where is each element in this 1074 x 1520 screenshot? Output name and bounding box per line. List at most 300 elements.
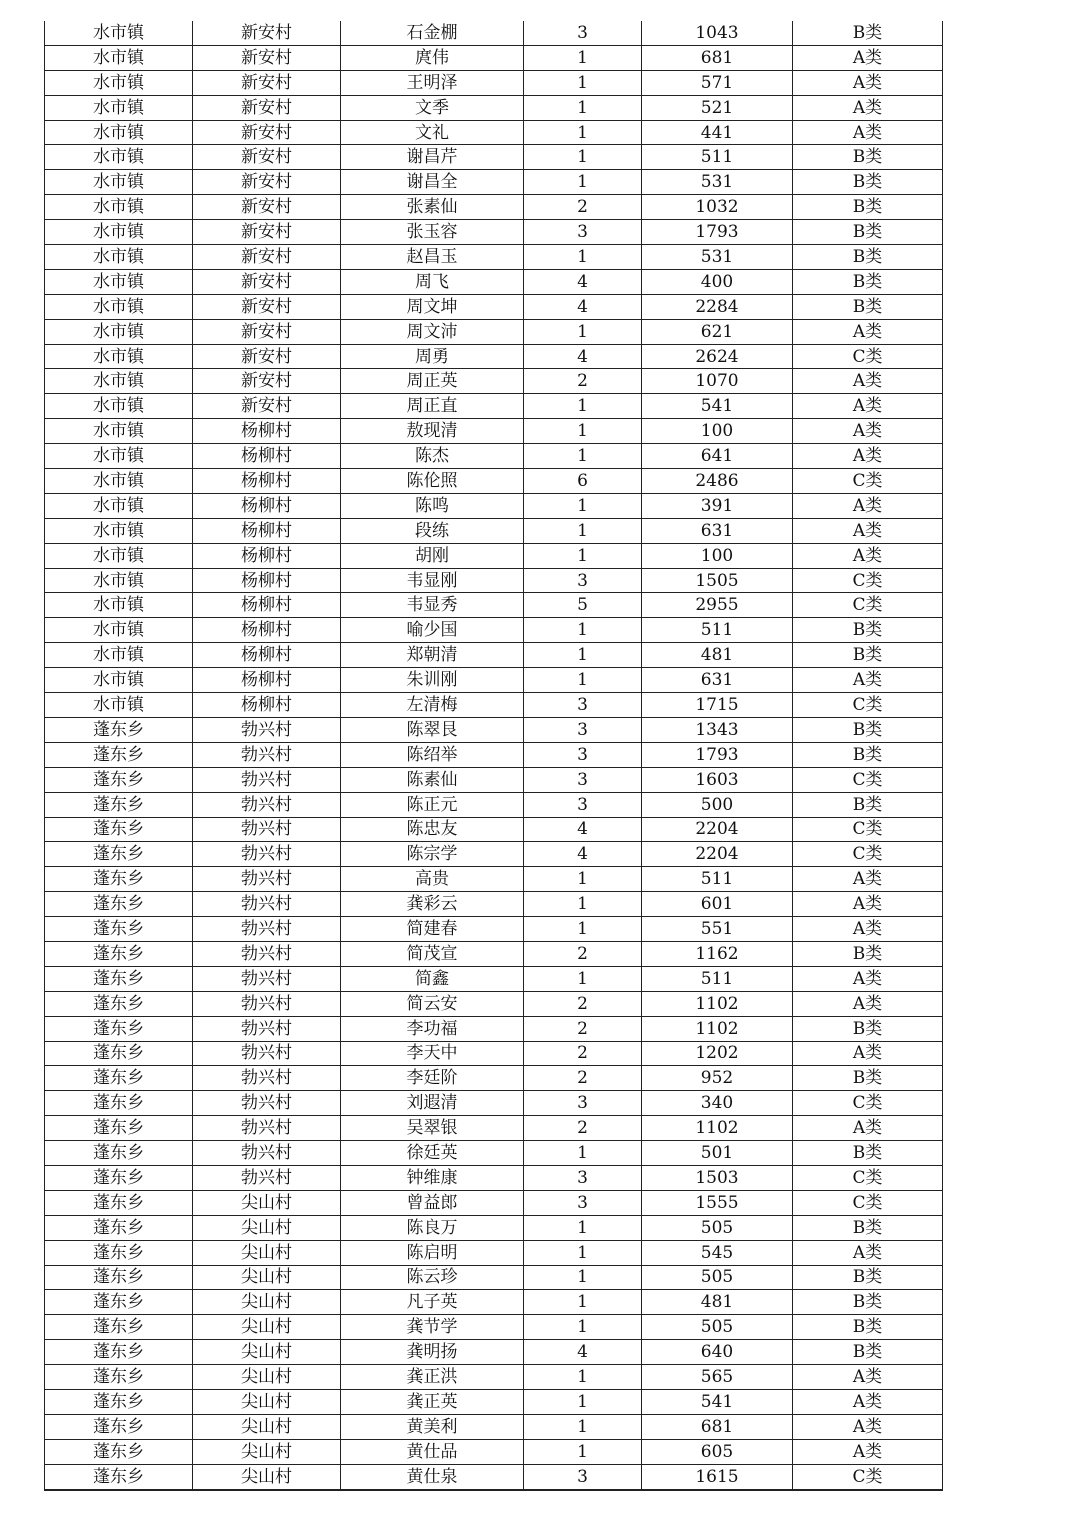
household-size-cell: 2 — [524, 195, 642, 220]
category-cell: B类 — [793, 1141, 943, 1166]
category-cell: A类 — [793, 70, 943, 95]
amount-cell: 2284 — [642, 294, 793, 319]
township-cell: 水市镇 — [45, 120, 193, 145]
table-row — [45, 394, 943, 419]
household-size-cell: 4 — [524, 344, 642, 369]
township-cell: 水市镇 — [45, 95, 193, 120]
category-cell: C类 — [793, 767, 943, 792]
category-cell: B类 — [793, 1016, 943, 1041]
category-cell: B类 — [793, 294, 943, 319]
amount-cell: 1070 — [642, 369, 793, 394]
table-row — [45, 1414, 943, 1439]
village-cell: 勃兴村 — [193, 767, 341, 792]
category-cell: B类 — [793, 941, 943, 966]
village-cell: 新安村 — [193, 319, 341, 344]
village-cell: 杨柳村 — [193, 668, 341, 693]
table-row — [45, 1116, 943, 1141]
amount-cell: 511 — [642, 618, 793, 643]
table-row — [45, 1439, 943, 1464]
township-cell: 水市镇 — [45, 170, 193, 195]
amount-cell: 501 — [642, 1141, 793, 1166]
category-cell: B类 — [793, 1340, 943, 1365]
household-size-cell: 1 — [524, 170, 642, 195]
table-row — [45, 941, 943, 966]
name-cell: 龚节学 — [341, 1315, 524, 1340]
name-cell: 黄仕品 — [341, 1439, 524, 1464]
name-cell: 陈素仙 — [341, 767, 524, 792]
township-cell: 水市镇 — [45, 493, 193, 518]
category-cell: A类 — [793, 1414, 943, 1439]
amount-cell: 1555 — [642, 1190, 793, 1215]
village-cell: 勃兴村 — [193, 1116, 341, 1141]
amount-cell: 952 — [642, 1066, 793, 1091]
amount-cell: 551 — [642, 917, 793, 942]
township-cell: 水市镇 — [45, 145, 193, 170]
category-cell: B类 — [793, 1265, 943, 1290]
township-cell: 蓬东乡 — [45, 1240, 193, 1265]
category-cell: C类 — [793, 568, 943, 593]
name-cell: 张素仙 — [341, 195, 524, 220]
table-row — [45, 1240, 943, 1265]
name-cell: 周文沛 — [341, 319, 524, 344]
table-row — [45, 892, 943, 917]
category-cell: A类 — [793, 518, 943, 543]
category-cell: A类 — [793, 419, 943, 444]
name-cell: 陈伦照 — [341, 469, 524, 494]
household-size-cell: 3 — [524, 693, 642, 718]
table-row — [45, 518, 943, 543]
category-cell: B类 — [793, 1066, 943, 1091]
township-cell: 水市镇 — [45, 220, 193, 245]
household-size-cell: 1 — [524, 1439, 642, 1464]
household-size-cell: 3 — [524, 717, 642, 742]
amount-cell: 1102 — [642, 1116, 793, 1141]
category-cell: C类 — [793, 842, 943, 867]
category-cell: A类 — [793, 95, 943, 120]
category-cell: A类 — [793, 394, 943, 419]
village-cell: 尖山村 — [193, 1215, 341, 1240]
amount-cell: 521 — [642, 95, 793, 120]
table-row — [45, 419, 943, 444]
household-size-cell: 1 — [524, 543, 642, 568]
household-size-cell: 1 — [524, 1240, 642, 1265]
amount-cell: 481 — [642, 643, 793, 668]
amount-cell: 1043 — [642, 21, 793, 45]
category-cell: C类 — [793, 1165, 943, 1190]
household-size-cell: 6 — [524, 469, 642, 494]
name-cell: 文礼 — [341, 120, 524, 145]
household-size-cell: 2 — [524, 1066, 642, 1091]
township-cell: 蓬东乡 — [45, 1041, 193, 1066]
table-row — [45, 817, 943, 842]
category-cell: B类 — [793, 269, 943, 294]
category-cell: A类 — [793, 319, 943, 344]
name-cell: 庹伟 — [341, 45, 524, 70]
name-cell: 周勇 — [341, 344, 524, 369]
household-size-cell: 1 — [524, 120, 642, 145]
township-cell: 蓬东乡 — [45, 842, 193, 867]
village-cell: 勃兴村 — [193, 1066, 341, 1091]
village-cell: 勃兴村 — [193, 792, 341, 817]
village-cell: 杨柳村 — [193, 493, 341, 518]
name-cell: 陈云珍 — [341, 1265, 524, 1290]
amount-cell: 1102 — [642, 1016, 793, 1041]
category-cell: A类 — [793, 917, 943, 942]
name-cell: 龚明扬 — [341, 1340, 524, 1365]
category-cell: B类 — [793, 643, 943, 668]
table-row — [45, 220, 943, 245]
table-row — [45, 1165, 943, 1190]
name-cell: 周文坤 — [341, 294, 524, 319]
household-size-cell: 1 — [524, 1215, 642, 1240]
household-size-cell: 3 — [524, 21, 642, 45]
name-cell: 陈杰 — [341, 444, 524, 469]
township-cell: 水市镇 — [45, 21, 193, 45]
name-cell: 简云安 — [341, 991, 524, 1016]
village-cell: 新安村 — [193, 269, 341, 294]
township-cell: 水市镇 — [45, 444, 193, 469]
table-row — [45, 966, 943, 991]
household-size-cell: 1 — [524, 867, 642, 892]
amount-cell: 681 — [642, 45, 793, 70]
amount-cell: 640 — [642, 1340, 793, 1365]
table-row — [45, 1141, 943, 1166]
household-size-cell: 5 — [524, 593, 642, 618]
household-size-cell: 1 — [524, 966, 642, 991]
household-size-cell: 1 — [524, 618, 642, 643]
township-cell: 蓬东乡 — [45, 966, 193, 991]
name-cell: 喻少国 — [341, 618, 524, 643]
household-size-cell: 1 — [524, 1315, 642, 1340]
table-row — [45, 668, 943, 693]
amount-cell: 571 — [642, 70, 793, 95]
table-row — [45, 344, 943, 369]
amount-cell: 1793 — [642, 220, 793, 245]
table-row — [45, 1315, 943, 1340]
name-cell: 吴翠银 — [341, 1116, 524, 1141]
name-cell: 石金棚 — [341, 21, 524, 45]
category-cell: A类 — [793, 45, 943, 70]
village-cell: 新安村 — [193, 95, 341, 120]
village-cell: 勃兴村 — [193, 867, 341, 892]
table-row — [45, 170, 943, 195]
village-cell: 杨柳村 — [193, 593, 341, 618]
category-cell: B类 — [793, 170, 943, 195]
category-cell: A类 — [793, 369, 943, 394]
township-cell: 水市镇 — [45, 593, 193, 618]
township-cell: 水市镇 — [45, 419, 193, 444]
village-cell: 尖山村 — [193, 1190, 341, 1215]
household-size-cell: 1 — [524, 1290, 642, 1315]
township-cell: 水市镇 — [45, 693, 193, 718]
amount-cell: 511 — [642, 966, 793, 991]
village-cell: 尖山村 — [193, 1265, 341, 1290]
village-cell: 新安村 — [193, 344, 341, 369]
village-cell: 尖山村 — [193, 1439, 341, 1464]
village-cell: 勃兴村 — [193, 892, 341, 917]
category-cell: C类 — [793, 1091, 943, 1116]
township-cell: 蓬东乡 — [45, 1439, 193, 1464]
household-size-cell: 1 — [524, 319, 642, 344]
township-cell: 蓬东乡 — [45, 892, 193, 917]
township-cell: 水市镇 — [45, 568, 193, 593]
township-cell: 蓬东乡 — [45, 1091, 193, 1116]
name-cell: 周正直 — [341, 394, 524, 419]
amount-cell: 481 — [642, 1290, 793, 1315]
household-size-cell: 2 — [524, 369, 642, 394]
household-size-cell: 1 — [524, 45, 642, 70]
name-cell: 谢昌芹 — [341, 145, 524, 170]
township-cell: 蓬东乡 — [45, 1389, 193, 1414]
table-row — [45, 1215, 943, 1240]
amount-cell: 531 — [642, 170, 793, 195]
household-size-cell: 3 — [524, 767, 642, 792]
table-row — [45, 742, 943, 767]
amount-cell: 1162 — [642, 941, 793, 966]
village-cell: 勃兴村 — [193, 1016, 341, 1041]
township-cell: 蓬东乡 — [45, 867, 193, 892]
township-cell: 蓬东乡 — [45, 917, 193, 942]
household-size-cell: 4 — [524, 269, 642, 294]
township-cell: 蓬东乡 — [45, 1165, 193, 1190]
township-cell: 蓬东乡 — [45, 1365, 193, 1390]
township-cell: 蓬东乡 — [45, 742, 193, 767]
name-cell: 简鑫 — [341, 966, 524, 991]
household-size-cell: 1 — [524, 70, 642, 95]
table-row — [45, 917, 943, 942]
amount-cell: 505 — [642, 1315, 793, 1340]
amount-cell: 1102 — [642, 991, 793, 1016]
household-size-cell: 1 — [524, 668, 642, 693]
category-cell: B类 — [793, 245, 943, 270]
amount-cell: 1505 — [642, 568, 793, 593]
category-cell: C类 — [793, 469, 943, 494]
name-cell: 陈宗学 — [341, 842, 524, 867]
category-cell: A类 — [793, 1240, 943, 1265]
village-cell: 勃兴村 — [193, 717, 341, 742]
table-row — [45, 792, 943, 817]
township-cell: 水市镇 — [45, 195, 193, 220]
village-cell: 尖山村 — [193, 1414, 341, 1439]
name-cell: 王明泽 — [341, 70, 524, 95]
name-cell: 韦显秀 — [341, 593, 524, 618]
township-cell: 蓬东乡 — [45, 1016, 193, 1041]
table-row — [45, 717, 943, 742]
name-cell: 陈忠友 — [341, 817, 524, 842]
table-row — [45, 1464, 943, 1489]
township-cell: 蓬东乡 — [45, 1066, 193, 1091]
amount-cell: 605 — [642, 1439, 793, 1464]
township-cell: 蓬东乡 — [45, 1265, 193, 1290]
amount-cell: 641 — [642, 444, 793, 469]
township-cell: 水市镇 — [45, 369, 193, 394]
name-cell: 简茂宣 — [341, 941, 524, 966]
village-cell: 尖山村 — [193, 1389, 341, 1414]
amount-cell: 100 — [642, 543, 793, 568]
village-cell: 新安村 — [193, 45, 341, 70]
village-cell: 尖山村 — [193, 1290, 341, 1315]
household-size-cell: 2 — [524, 941, 642, 966]
township-cell: 水市镇 — [45, 319, 193, 344]
township-cell: 水市镇 — [45, 643, 193, 668]
amount-cell: 541 — [642, 394, 793, 419]
household-size-cell: 1 — [524, 1414, 642, 1439]
village-cell: 新安村 — [193, 369, 341, 394]
household-size-cell: 1 — [524, 1389, 642, 1414]
township-cell: 蓬东乡 — [45, 1464, 193, 1489]
amount-cell: 1343 — [642, 717, 793, 742]
category-cell: B类 — [793, 21, 943, 45]
village-cell: 杨柳村 — [193, 419, 341, 444]
category-cell: A类 — [793, 966, 943, 991]
amount-cell: 1202 — [642, 1041, 793, 1066]
amount-cell: 601 — [642, 892, 793, 917]
township-cell: 水市镇 — [45, 668, 193, 693]
table-row — [45, 1340, 943, 1365]
village-cell: 勃兴村 — [193, 991, 341, 1016]
township-cell: 蓬东乡 — [45, 1215, 193, 1240]
village-cell: 新安村 — [193, 195, 341, 220]
category-cell: B类 — [793, 145, 943, 170]
table-row — [45, 643, 943, 668]
township-cell: 水市镇 — [45, 394, 193, 419]
table-row — [45, 45, 943, 70]
household-size-cell: 3 — [524, 1464, 642, 1489]
township-cell: 蓬东乡 — [45, 792, 193, 817]
name-cell: 敖现清 — [341, 419, 524, 444]
table-row — [45, 1290, 943, 1315]
name-cell: 陈绍举 — [341, 742, 524, 767]
category-cell: C类 — [793, 817, 943, 842]
village-cell: 杨柳村 — [193, 469, 341, 494]
table-row — [45, 1365, 943, 1390]
name-cell: 朱训刚 — [341, 668, 524, 693]
village-cell: 勃兴村 — [193, 742, 341, 767]
name-cell: 郑朝清 — [341, 643, 524, 668]
table-row — [45, 294, 943, 319]
category-cell: A类 — [793, 668, 943, 693]
name-cell: 段练 — [341, 518, 524, 543]
amount-cell: 500 — [642, 792, 793, 817]
village-cell: 新安村 — [193, 245, 341, 270]
village-cell: 勃兴村 — [193, 1141, 341, 1166]
table-row — [45, 269, 943, 294]
village-cell: 新安村 — [193, 21, 341, 45]
amount-cell: 2204 — [642, 842, 793, 867]
category-cell: A类 — [793, 1116, 943, 1141]
category-cell: A类 — [793, 991, 943, 1016]
township-cell: 水市镇 — [45, 269, 193, 294]
household-size-cell: 1 — [524, 892, 642, 917]
category-cell: B类 — [793, 220, 943, 245]
village-cell: 尖山村 — [193, 1315, 341, 1340]
household-size-cell: 3 — [524, 1091, 642, 1116]
category-cell: A类 — [793, 444, 943, 469]
amount-cell: 400 — [642, 269, 793, 294]
amount-cell: 565 — [642, 1365, 793, 1390]
amount-cell: 391 — [642, 493, 793, 518]
name-cell: 钟维康 — [341, 1165, 524, 1190]
table-row — [45, 145, 943, 170]
records-table — [44, 21, 943, 1491]
name-cell: 张玉容 — [341, 220, 524, 245]
household-size-cell: 1 — [524, 419, 642, 444]
village-cell: 新安村 — [193, 145, 341, 170]
name-cell: 胡刚 — [341, 543, 524, 568]
household-size-cell: 1 — [524, 245, 642, 270]
table-row — [45, 1041, 943, 1066]
name-cell: 陈正元 — [341, 792, 524, 817]
amount-cell: 631 — [642, 518, 793, 543]
category-cell: A类 — [793, 493, 943, 518]
table-row — [45, 1389, 943, 1414]
household-size-cell: 4 — [524, 817, 642, 842]
table-row — [45, 493, 943, 518]
household-size-cell: 4 — [524, 294, 642, 319]
household-size-cell: 3 — [524, 568, 642, 593]
township-cell: 水市镇 — [45, 543, 193, 568]
name-cell: 韦显刚 — [341, 568, 524, 593]
name-cell: 陈启明 — [341, 1240, 524, 1265]
name-cell: 龚正洪 — [341, 1365, 524, 1390]
village-cell: 尖山村 — [193, 1240, 341, 1265]
name-cell: 文季 — [341, 95, 524, 120]
table-row — [45, 70, 943, 95]
category-cell: B类 — [793, 1290, 943, 1315]
name-cell: 高贵 — [341, 867, 524, 892]
village-cell: 勃兴村 — [193, 817, 341, 842]
name-cell: 李天中 — [341, 1041, 524, 1066]
amount-cell: 1715 — [642, 693, 793, 718]
table-row — [45, 693, 943, 718]
category-cell: C类 — [793, 693, 943, 718]
amount-cell: 1503 — [642, 1165, 793, 1190]
category-cell: A类 — [793, 867, 943, 892]
category-cell: C类 — [793, 1190, 943, 1215]
village-cell: 新安村 — [193, 170, 341, 195]
name-cell: 龚彩云 — [341, 892, 524, 917]
household-size-cell: 4 — [524, 842, 642, 867]
township-cell: 蓬东乡 — [45, 941, 193, 966]
township-cell: 水市镇 — [45, 469, 193, 494]
village-cell: 新安村 — [193, 120, 341, 145]
township-cell: 水市镇 — [45, 618, 193, 643]
village-cell: 勃兴村 — [193, 941, 341, 966]
village-cell: 杨柳村 — [193, 618, 341, 643]
township-cell: 蓬东乡 — [45, 1315, 193, 1340]
village-cell: 新安村 — [193, 70, 341, 95]
name-cell: 曾益郎 — [341, 1190, 524, 1215]
name-cell: 陈良万 — [341, 1215, 524, 1240]
category-cell: A类 — [793, 543, 943, 568]
amount-cell: 541 — [642, 1389, 793, 1414]
name-cell: 陈鸣 — [341, 493, 524, 518]
category-cell: B类 — [793, 1315, 943, 1340]
table-row — [45, 1265, 943, 1290]
township-cell: 水市镇 — [45, 245, 193, 270]
name-cell: 谢昌全 — [341, 170, 524, 195]
name-cell: 简建春 — [341, 917, 524, 942]
household-size-cell: 2 — [524, 1041, 642, 1066]
amount-cell: 681 — [642, 1414, 793, 1439]
village-cell: 新安村 — [193, 294, 341, 319]
household-size-cell: 3 — [524, 220, 642, 245]
category-cell: C类 — [793, 593, 943, 618]
village-cell: 勃兴村 — [193, 917, 341, 942]
household-size-cell: 3 — [524, 742, 642, 767]
category-cell: C类 — [793, 1464, 943, 1489]
township-cell: 水市镇 — [45, 45, 193, 70]
